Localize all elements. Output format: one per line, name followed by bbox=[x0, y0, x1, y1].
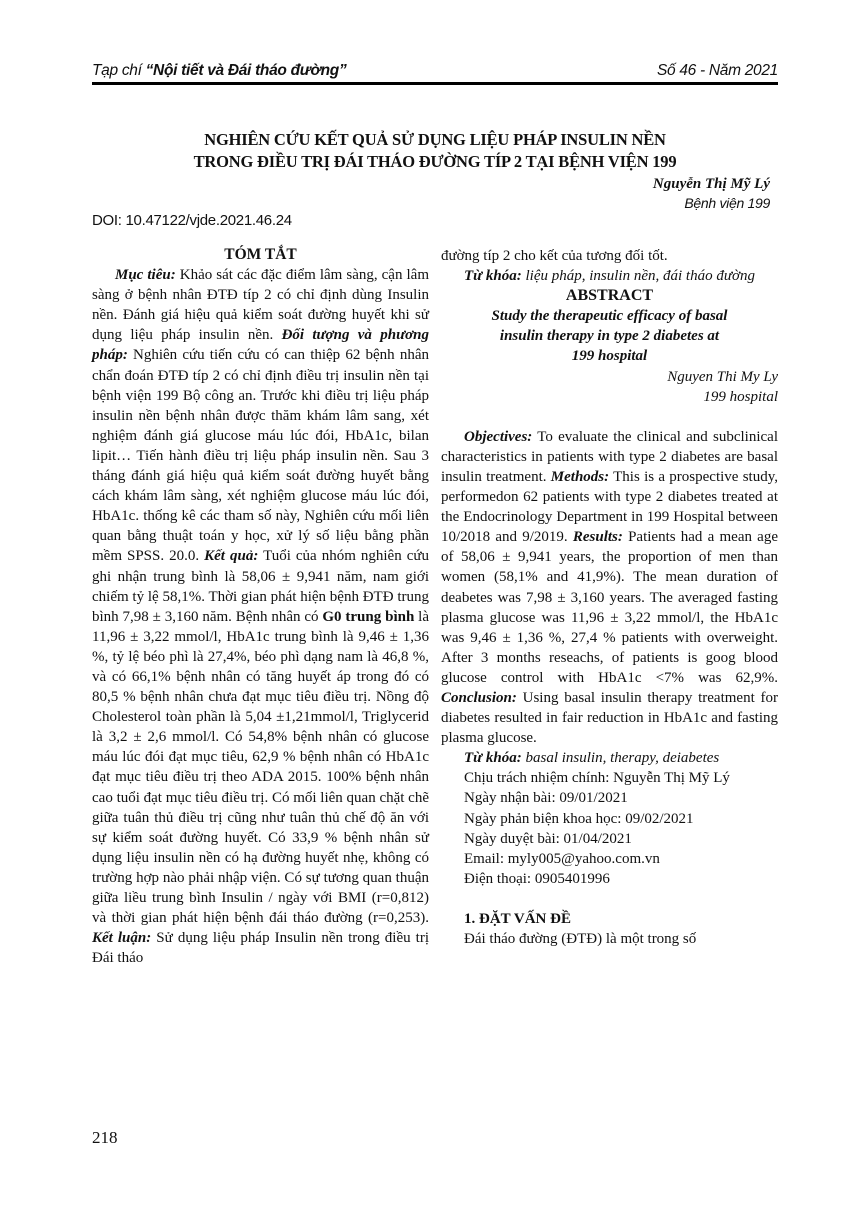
article-title bbox=[92, 129, 778, 173]
left-column bbox=[92, 245, 429, 968]
conclusion-en-text: Using basal insulin therapy treatment for diabetes resulted in fair reduction in HbA1c and fasting plasma glucose. bbox=[441, 689, 778, 747]
page-number: 218 bbox=[92, 1128, 118, 1147]
reviewed-date: Ngày phản biện khoa học: 09/02/2021 bbox=[464, 810, 694, 827]
keywords-en-text: basal insulin, therapy, deiabetes bbox=[521, 750, 720, 767]
abstract-title-line-1: Study the therapeutic efficacy of basal bbox=[491, 308, 728, 325]
received-date: Ngày nhận bài: 09/01/2021 bbox=[464, 790, 628, 807]
journal-title bbox=[92, 62, 346, 80]
summary-heading: TÓM TẮT bbox=[224, 246, 297, 263]
issue-info: Số 46 - Năm 2021 bbox=[657, 62, 778, 79]
abstract-title-line-2: insulin therapy in type 2 diabetes at bbox=[499, 328, 720, 345]
results-bold: G0 trung bình bbox=[322, 608, 415, 625]
results-en-label: Results: bbox=[572, 529, 623, 546]
author-affiliation: Bệnh viện 199 bbox=[684, 195, 770, 211]
introduction-text: Đái tháo đường (ĐTĐ) là một trong số bbox=[464, 931, 697, 947]
title-line-1: NGHIÊN CỨU KẾT QUẢ SỬ DỤNG LIỆU PHÁP INSULIN NỀN bbox=[204, 130, 666, 149]
methods-text: Nghiên cứu tiến cứu có can thiệp 62 bệnh nhân chẩn đoán ĐTĐ típ 2 có chỉ định điều trị insulin nền tại bệnh viện 199 Bộ công an. Trước khi điều trị liệu pháp insulin nền bệnh nhân được thăm khám lâm sang, xét nghiệm đánh giá glucose máu lúc đói, HbA1c, bilan lipit… Tiến hành điều trị liệu pháp insulin nền. Sau 3 tháng đánh giá hiệu quả kiểm soát đường huyết bằng cách khám lâm sàng, xét nghiệm glucose máu lúc đói, HbA1c. thống kê các tham số này, Nghiên cứu mối liên quan bằng thuật toán y học, xử lý số liệu bằng phần mềm SPSS. 20.0. bbox=[92, 347, 429, 565]
methods-label: Đối tượng và phương pháp: bbox=[92, 327, 429, 364]
running-head bbox=[92, 62, 778, 84]
results-label: Kết quả: bbox=[204, 548, 259, 565]
keywords-vi bbox=[441, 266, 778, 286]
abstract-author: Nguyen Thi My Ly bbox=[667, 368, 778, 385]
abstract-heading: ABSTRACT bbox=[565, 287, 654, 305]
objectives-label: Objectives: bbox=[464, 428, 533, 445]
accepted-date: Ngày duyệt bài: 01/04/2021 bbox=[464, 830, 632, 847]
methods-en-label: Methods: bbox=[550, 468, 610, 485]
objective-text: Khảo sát các đặc điểm lâm sàng, cận lâm sàng ở bệnh nhân ĐTĐ típ 2 có chỉ định dùng Insulin nền. Đánh giá hiệu quả kiểm soát đường huyết khi sử dụng liệu pháp insulin nền. bbox=[92, 267, 429, 344]
results-text-2: là 11,96 ± 3,22 mmol/l, HbA1c trung bình là 9,46 ± 1,36 %, tỷ lệ béo phì là 27,4%, béo phì dạng nam là 46,8 %, và có 66,1% bệnh nhân có tăng huyết áp trong đó có 80,5 % bệnh nhân chưa đạt mục tiêu điều trị. Nồng độ Cholesterol toàn phần là 5,04 ±1,21mmol/l, Triglycerid là 3,2 ± 2,6 mmol/l. Có 54,8% bệnh nhân có glucose máu lúc đói đạt mục tiêu, 62,9 % bệnh nhân có HbA1c đạt mục tiêu điều trị theo ADA 2015. 100% bệnh nhân cao tuổi đạt mục tiêu điều trị. Có mối liên quan chặt chẽ giữa tuân thủ điều trị cũng như tuân thủ chế độ ăn với sự kiểm soát đường huyết. Có 33,9 % bệnh nhân sử dụng liệu insulin nền có hạ đường huyết nhẹ, không có trường hợp nào phải nhập viện. Có sự tương quan thuận giữa liều trung bình Insulin / ngày với BMI (r=0,812) và thời gian phát hiện bệnh đái tháo đường (r=0,253). bbox=[92, 608, 430, 927]
methods-en-text: This is a prospective study, performedon 62 patients with type 2 diabetes treated at the Endocrinology Department in 199 Hospital between 10/2018 and 9/2019. bbox=[441, 468, 779, 546]
email[interactable]: Email: myly005@yahoo.com.vn bbox=[464, 850, 660, 867]
journal-name: “Nội tiết và Đái tháo đường” bbox=[145, 62, 347, 79]
abstract-affiliation: 199 hospital bbox=[703, 388, 778, 405]
keywords-vi-label: Từ khóa: bbox=[464, 268, 522, 285]
results-text-1: Tuổi của nhóm nghiên cứu ghi nhận trung bình là 58,06 ± 9,941 năm, nam giới chiếm tỷ lệ 58,1%. Thời gian phát hiện bệnh ĐTĐ trung bình 7,98 ± 3,160 năm. Bệnh nhân có bbox=[92, 548, 429, 625]
summary-continuation: đường típ 2 cho kết của tương đối tốt. bbox=[441, 248, 668, 264]
spacer bbox=[441, 407, 778, 427]
right-column bbox=[441, 246, 778, 949]
doi[interactable]: DOI: 10.47122/vjde.2021.46.24 bbox=[92, 212, 292, 229]
conclusion-en-label: Conclusion: bbox=[441, 689, 517, 706]
phone: Điện thoại: 0905401996 bbox=[464, 870, 610, 887]
abstract-paragraph bbox=[441, 427, 778, 749]
results-en-text: Patients had a mean age of 58,06 ± 9,941 years, the proportion of men than women (58,1% and 41,9%). The mean duration of deabetes was 7,98 ± 3,160 years. The averaged fasting plasma glucose was 11,96 ± 3,22 mmol/l, the HbA1c was 9,46 ± 1,36 %, 27,4 % patients with overweight. After 3 months reseachs, of patients is goog blood glucose control with HbA1c <7% was 62,9%. bbox=[441, 529, 778, 686]
keywords-vi-text: liệu pháp, insulin nền, đái tháo đường bbox=[521, 268, 756, 285]
journal-prefix: Tạp chí bbox=[92, 62, 146, 79]
keywords-en-label: Từ khóa: bbox=[464, 750, 522, 767]
author-name: Nguyễn Thị Mỹ Lý bbox=[652, 176, 770, 192]
summary-paragraph bbox=[92, 265, 429, 968]
objectives-text: To evaluate the clinical and subclinical characteristics in patients with type 2 diabetes are basal insulin treatment. bbox=[441, 428, 778, 485]
objective-label: Mục tiêu: bbox=[115, 267, 176, 284]
header-rule bbox=[92, 82, 778, 85]
introduction-heading: 1. ĐẶT VẤN ĐỀ bbox=[464, 910, 571, 927]
conclusion-label: Kết luận: bbox=[92, 930, 152, 947]
keywords-en bbox=[441, 748, 778, 768]
conclusion-text: Sử dụng liệu pháp Insulin nền trong điều trị Đái tháo bbox=[92, 930, 429, 967]
author-block bbox=[653, 175, 770, 213]
corresponding-author: Chịu trách nhiệm chính: Nguyễn Thị Mỹ Lý bbox=[464, 770, 730, 787]
abstract-title-line-3: 199 hospital bbox=[571, 348, 648, 365]
title-line-2: TRONG ĐIỀU TRỊ ĐÁI THÁO ĐƯỜNG TÍP 2 TẠI BỆNH VIỆN 199 bbox=[193, 152, 677, 171]
